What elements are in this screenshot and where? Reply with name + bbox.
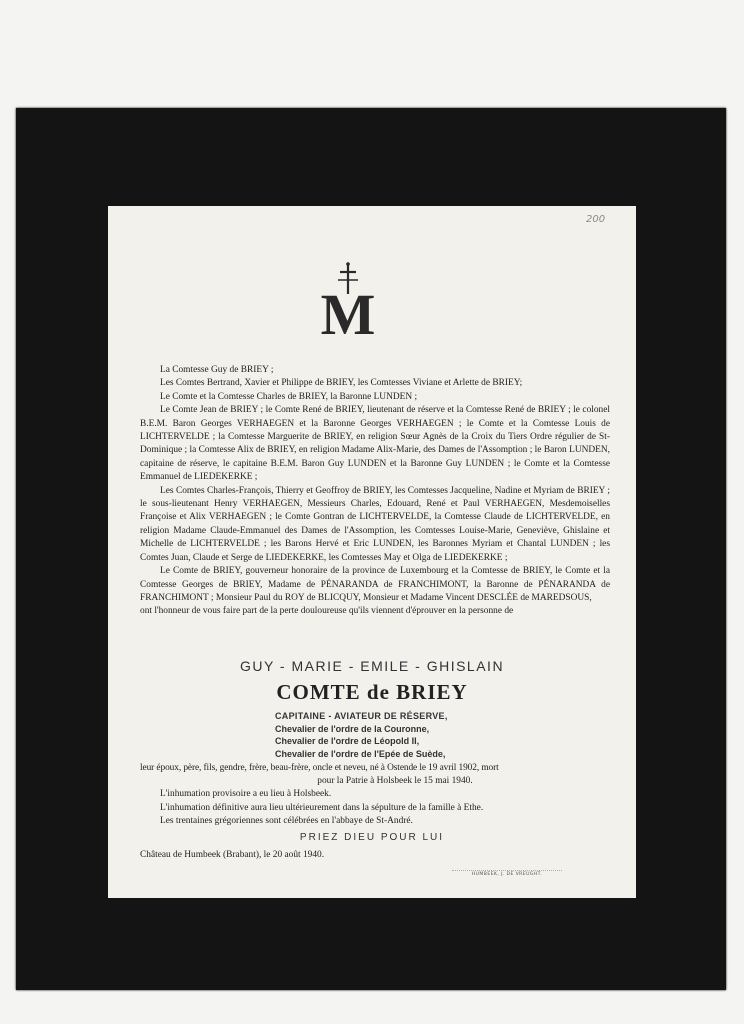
funeral-notice-paper <box>108 206 636 898</box>
marian-monogram-icon <box>308 260 388 340</box>
death-details <box>140 762 610 828</box>
body-paragraph: Les Comtes Bertrand, Xavier et Philippe de BRIEY, les Comtesses Viviane et Arlette de BRIEY; <box>160 378 523 389</box>
relation-line: leur époux, père, fils, gendre, frère, beau-frère, oncle et neveu, né à Ostende le 19 avril 1902, mort <box>140 763 499 773</box>
body-paragraph: Le Comte et la Comtesse Charles de BRIEY, la Baronne LUNDEN ; <box>160 391 418 402</box>
burial-line: L'inhumation provisoire a eu lieu à Holsbeek. <box>160 789 332 800</box>
body-paragraph: Les Comtes Charles-François, Thierry et Geoffroy de BRIEY, les Comtesses Jacqueline, Nadine et Myriam de BRIEY ; le sous-lieutenant Henry VERHAEGEN, Messieurs Charles, Edouard, René et Paul VERHAEGEN, Mesdemoiselles Françoise et Alix VERHAEGEN ; le Comte Gontran de LICHTERVELDE, la Comtesse Claude de LICHTERVELDE, en religion Madame Claude-Emmanuel des Dames de l'Assomption, les Comtesses Louise-Marie, Geneviève, Ghislaine et Michelle de LICHTERVELDE ; les Barons Hervé et Eric LUNDEN, les Baronnes Myriam et Chantal LUNDEN ; les Comtes Juan, Claude et Serge de LIEDEKERKE, les Comtesses May et Olga de LIEDEKERKE ; <box>140 485 610 563</box>
honours-list <box>275 710 535 760</box>
death-line: pour la Patrie à Holsbeek le 15 mai 1940. <box>317 776 473 787</box>
pencil-note: 200 <box>586 214 606 225</box>
deceased-title-name: COMTE de BRIEY <box>276 680 468 704</box>
body-paragraph: ont l'honneur de vous faire part de la perte douloureuse qu'ils viennent d'éprouver en la personne de <box>140 606 514 617</box>
deceased-first-names: GUY - MARIE - EMILE - GHISLAIN <box>239 658 505 674</box>
body-paragraph: La Comtesse Guy de BRIEY ; <box>160 365 274 375</box>
burial-line: Les trentaines grégoriennes sont célébrées en l'abbaye de St-André. <box>160 815 413 826</box>
honour-line: Chevalier de l'ordre de la Couronne, <box>275 723 430 734</box>
body-paragraph: Le Comte de BRIEY, gouverneur honoraire de la province de Luxembourg et la Comtesse de BRIEY, le Comte et la Comtesse Georges de BRIEY, Madame de PÉNARANDA de FRANCHIMONT, la Baronne de PÉNARANDA de FRANCHIMONT ; Monsieur Paul du ROY de BLICQUY, Monsieur et Madame Vincent DESCLÉE de MAREDSOUS, <box>140 566 610 603</box>
body-paragraph: Le Comte Jean de BRIEY ; le Comte René de BRIEY, lieutenant de réserve et la Comtesse René de BRIEY ; le colonel B.E.M. Baron Georges VERHAEGEN et la Baronne Georges VERHAEGEN ; le Comte et la Comtesse Louis de LICHTERVELDE ; la Comtesse Marguerite de BRIEY, en religion Sœur Agnès de la Croix du Tiers Ordre régulier de St-Dominique ; la Comtesse Alix de BRIEY, en religion Madame Alix-Marie, des Dames de l'Assomption ; le Baron LUNDEN, capitaine de réserve, le capitaine B.E.M. Baron Guy LUNDEN et la Baronne Guy LUNDEN ; le Comte et la Comtesse Emmanuel de LIEDEKERKE ; <box>140 405 610 483</box>
announcement-body <box>140 364 610 619</box>
prayer-line: PRIEZ DIEU POUR LUI <box>299 832 445 843</box>
burial-line: L'inhumation définitive aura lieu ultérieurement dans la sépulture de la famille à Ethe. <box>160 802 484 813</box>
printer-mark: HUMBEEK, J. DE VREUGHT. <box>452 870 562 877</box>
place-date: Château de Humbeek (Brabant), le 20 août 1940. <box>140 850 325 860</box>
honour-line: Chevalier de l'ordre de l'Epée de Suède, <box>275 748 446 759</box>
honour-line: Chevalier de l'ordre de Léopold II, <box>275 736 420 747</box>
honour-line: CAPITAINE - AVIATEUR DE RÉSERVE, <box>275 711 448 721</box>
monogram-letter: M <box>320 282 376 340</box>
